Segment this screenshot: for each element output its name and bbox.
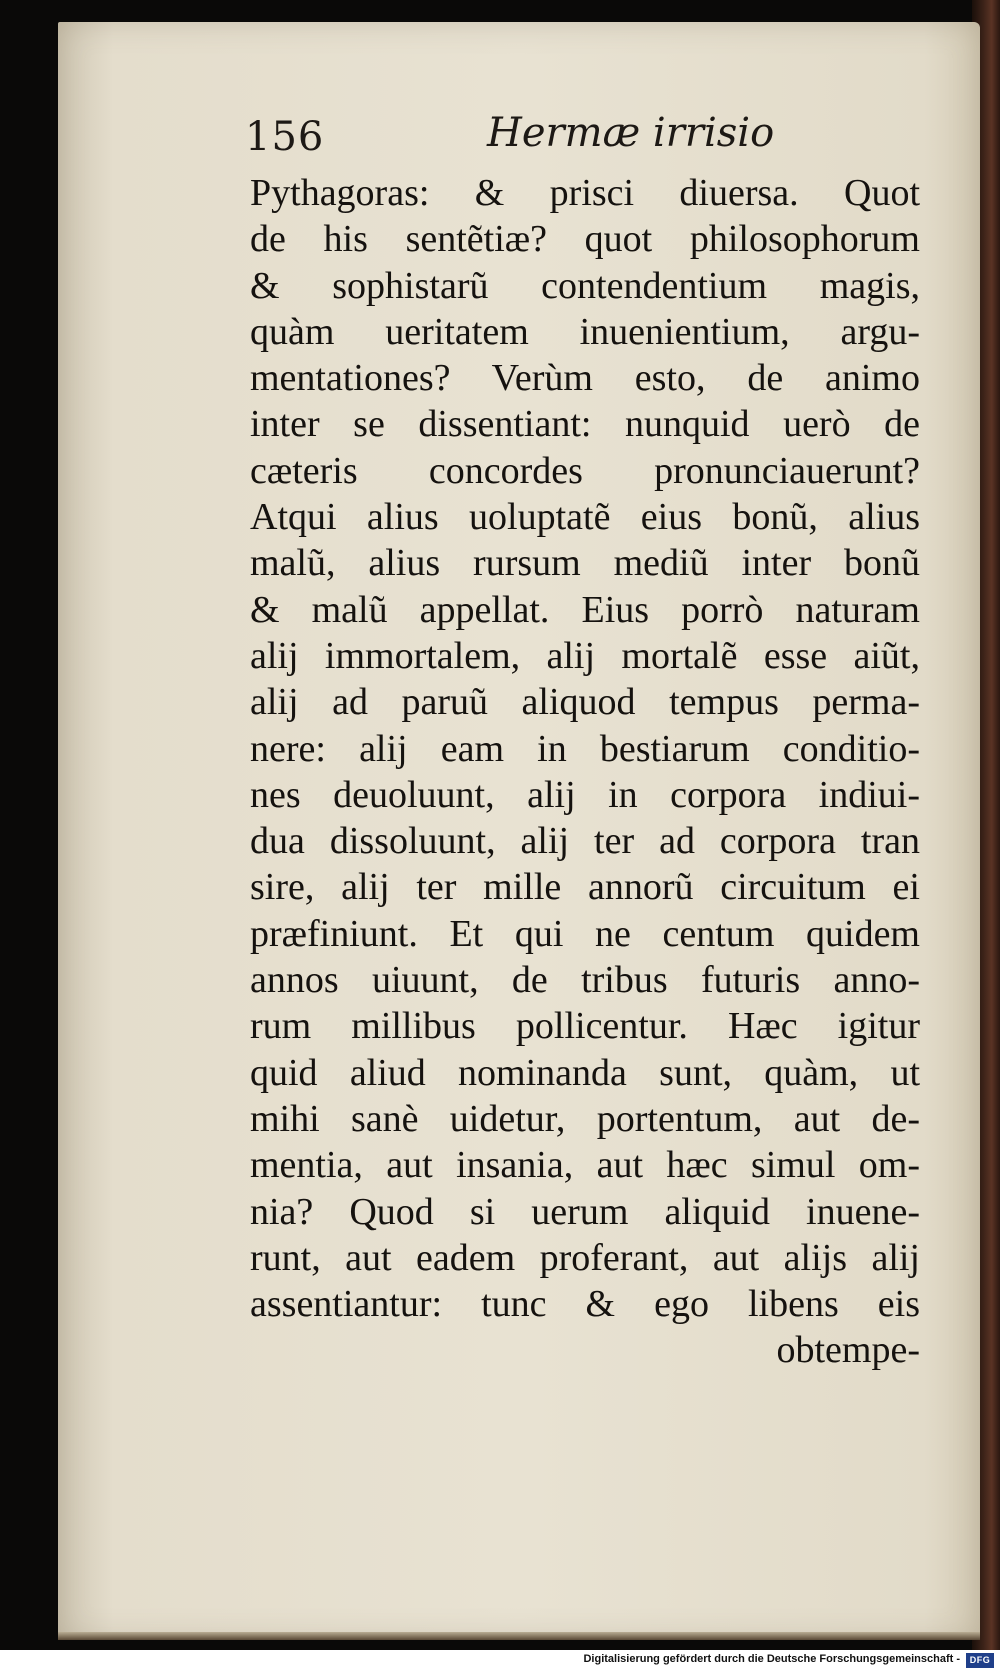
page-bottom-edge bbox=[58, 1632, 980, 1640]
text-line: & malũ appellat. Eius porrò naturam bbox=[250, 588, 920, 631]
text-line: Atqui alius uoluptatẽ eius bonũ, alius bbox=[250, 496, 920, 539]
text-line: nes deuoluunt, alij in corpora indiui- bbox=[250, 773, 920, 816]
text-line: assentiantur: tunc & ego libens eis bbox=[250, 1283, 920, 1326]
text-line: annos uiuunt, de tribus futuris anno- bbox=[250, 959, 920, 1002]
text-line: præfiniunt. Et qui ne centum quidem bbox=[250, 912, 920, 955]
text-line: sire, alij ter mille annorũ circuitum ei bbox=[250, 866, 920, 909]
text-line: malũ, alius rursum mediũ inter bonũ bbox=[250, 542, 920, 585]
text-line: mihi sanè uidetur, portentum, aut de- bbox=[250, 1097, 920, 1140]
page-number: 156 bbox=[245, 114, 325, 160]
text-line: mentia, aut insania, aut hæc simul om- bbox=[250, 1144, 920, 1187]
text-line: rum millibus pollicentur. Hæc igitur bbox=[250, 1005, 920, 1048]
dfg-logo-icon: DFG bbox=[966, 1653, 994, 1668]
text-line: obtempe- bbox=[776, 1329, 920, 1372]
text-line: runt, aut eadem proferant, aut alijs alij bbox=[250, 1236, 920, 1279]
text-line: alij ad paruũ aliquod tempus perma- bbox=[250, 681, 920, 724]
text-line: cæteris concordes pronunciauerunt? bbox=[250, 449, 920, 492]
text-line: Pythagoras: & prisci diuersa. Quot bbox=[250, 172, 920, 214]
text-line: quid aliud nominanda sunt, quàm, ut bbox=[250, 1051, 920, 1094]
text-line: inter se dissentiant: nunquid uerò de bbox=[250, 403, 920, 446]
text-line: de his sentẽtiæ? quot philosophorum bbox=[250, 218, 920, 261]
running-title: Hermæ irrisio bbox=[487, 110, 775, 156]
text-line: nere: alij eam in bestiarum conditio- bbox=[250, 727, 920, 770]
text-line: quàm ueritatem inuenientium, argu- bbox=[250, 310, 920, 353]
text-line: dua dissoluunt, alij ter ad corpora tran bbox=[250, 820, 920, 863]
body-text bbox=[250, 170, 920, 1374]
text-line: & sophistarũ contendentium magis, bbox=[250, 264, 920, 307]
text-line: nia? Quod si uerum aliquid inuene- bbox=[250, 1190, 920, 1233]
page-header bbox=[245, 110, 945, 168]
footer-bar bbox=[0, 1650, 1000, 1673]
footer-credit: Digitalisierung gefördert durch die Deutsche Forschungsgemeinschaft - bbox=[583, 1653, 960, 1665]
text-line: mentationes? Verùm esto, de animo bbox=[250, 357, 920, 400]
text-line: alij immortalem, alij mortalẽ esse aiũt, bbox=[250, 634, 920, 677]
